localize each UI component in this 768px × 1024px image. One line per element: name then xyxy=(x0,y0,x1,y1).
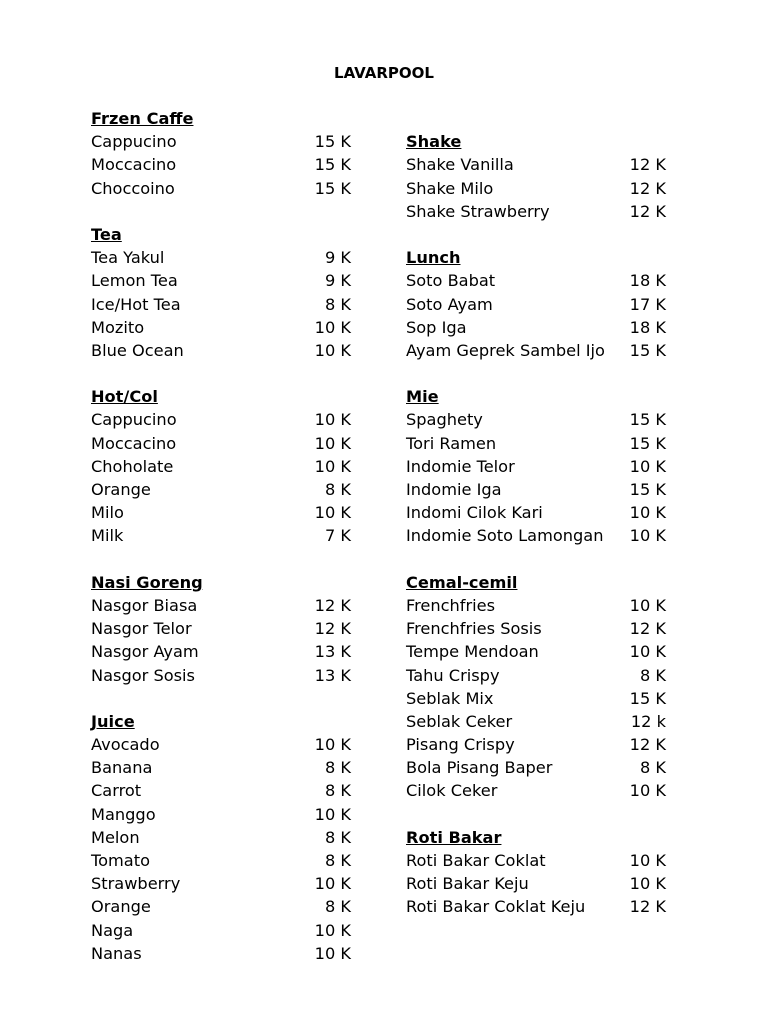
section-heading xyxy=(91,107,351,130)
menu-item xyxy=(406,664,666,687)
menu-item-price: 10 K xyxy=(314,735,351,755)
menu-item-name: Manggo xyxy=(91,804,156,824)
menu-item-name: Milk xyxy=(91,526,124,546)
menu-item-name: Indomie Telor xyxy=(406,456,515,476)
menu-item-name: Strawberry xyxy=(91,874,181,894)
blank-line xyxy=(91,200,351,223)
menu-item-name: Shake Vanilla xyxy=(406,155,514,175)
menu-item xyxy=(91,177,351,200)
menu-item-price: 15 K xyxy=(629,480,666,499)
menu-item xyxy=(406,617,666,640)
blank-line xyxy=(406,803,666,826)
menu-item-name: Choccoino xyxy=(91,178,175,198)
menu-item-name: Moccacino xyxy=(91,155,177,175)
menu-item xyxy=(91,733,351,756)
menu-item-price: 12 K xyxy=(629,619,666,639)
menu-item-price: 9 K xyxy=(324,248,351,268)
menu-item-price: 10 K xyxy=(314,456,351,476)
menu-item xyxy=(91,872,351,895)
menu-item xyxy=(91,664,351,687)
menu-item-price: 10 K xyxy=(314,920,351,940)
menu-item xyxy=(91,640,351,663)
menu-item-name: Indomie Iga xyxy=(406,480,502,499)
menu-item-price: 18 K xyxy=(629,317,666,337)
menu-item-price: 10 K xyxy=(629,526,666,546)
menu-item-price: 10 K xyxy=(629,642,666,662)
menu-item xyxy=(91,895,351,918)
menu-item xyxy=(91,617,351,640)
menu-item-name: Nasgor Telor xyxy=(91,619,192,639)
menu-item xyxy=(91,316,351,339)
menu-item xyxy=(406,339,666,362)
menu-item xyxy=(406,455,666,478)
menu-item-price: 12 K xyxy=(314,619,351,639)
menu-item-name: Frenchfries xyxy=(406,595,496,615)
menu-item-price: 8 K xyxy=(324,897,351,917)
menu-item xyxy=(91,269,351,292)
menu-item-name: Choholate xyxy=(91,456,174,476)
menu-item xyxy=(91,130,351,153)
menu-item xyxy=(91,293,351,316)
menu-item xyxy=(406,293,666,316)
menu-item-name: Indomie Soto Lamongan xyxy=(406,526,604,546)
menu-item xyxy=(91,756,351,779)
menu-item-price: 12 K xyxy=(629,897,666,917)
menu-item-price: 8 K xyxy=(324,827,351,847)
section-heading-text: Nasi Goreng xyxy=(91,572,203,592)
menu-item xyxy=(91,849,351,872)
menu-item-price: 15 K xyxy=(629,340,666,360)
menu-item-price: 12 K xyxy=(629,178,666,198)
menu-item xyxy=(91,803,351,826)
menu-item-price: 10 K xyxy=(629,503,666,523)
menu-item xyxy=(406,687,666,710)
menu-item xyxy=(91,501,351,524)
menu-item-price: 10 K xyxy=(629,595,666,615)
menu-item-name: Avocado xyxy=(91,735,160,755)
menu-item-price: 10 K xyxy=(629,456,666,476)
section-heading-text: Cemal-cemil xyxy=(406,572,518,592)
menu-item-price: 12 K xyxy=(629,735,666,755)
menu-item-price: 10 K xyxy=(314,874,351,894)
menu-item xyxy=(91,524,351,547)
menu-item-name: Naga xyxy=(91,920,134,940)
menu-item-price: 9 K xyxy=(324,271,351,291)
menu-item xyxy=(406,895,666,918)
menu-item-price: 8 K xyxy=(639,758,666,778)
menu-item xyxy=(91,432,351,455)
menu-item-name: Mozito xyxy=(91,317,145,337)
menu-item xyxy=(91,478,351,501)
menu-item xyxy=(406,872,666,895)
menu-item-name: Soto Ayam xyxy=(406,294,493,314)
section-heading-text: Frzen Caffe xyxy=(91,109,194,128)
menu-item-price: 12 K xyxy=(314,595,351,615)
menu-item xyxy=(406,501,666,524)
menu-item-name: Shake Milo xyxy=(406,178,494,198)
menu-item xyxy=(91,408,351,431)
section-heading xyxy=(91,223,351,246)
menu-item-name: Soto Babat xyxy=(406,271,496,291)
menu-item-price: 8 K xyxy=(324,781,351,801)
menu-item-price: 10 K xyxy=(629,781,666,801)
menu-item xyxy=(406,524,666,547)
menu-item-name: Frenchfries Sosis xyxy=(406,619,542,639)
menu-item-name: Seblak Mix xyxy=(406,688,494,708)
menu-item-price: 15 K xyxy=(314,178,351,198)
menu-item xyxy=(406,594,666,617)
menu-item xyxy=(406,177,666,200)
menu-item-price: 7 K xyxy=(324,526,351,546)
menu-item-price: 12 k xyxy=(630,711,666,731)
blank-line xyxy=(406,548,666,571)
menu-item-price: 10 K xyxy=(629,874,666,894)
menu-item-name: Tempe Mendoan xyxy=(406,642,539,662)
menu-item-name: Nasgor Ayam xyxy=(91,642,199,662)
menu-item-name: Spaghety xyxy=(406,410,483,430)
section-heading xyxy=(91,571,351,594)
menu-item-name: Blue Ocean xyxy=(91,340,184,360)
section-heading xyxy=(91,385,351,408)
menu-item xyxy=(91,594,351,617)
menu-item-name: Cappucino xyxy=(91,410,177,430)
menu-item-price: 10 K xyxy=(314,943,351,963)
section-heading-text: Juice xyxy=(91,711,135,731)
menu-item-name: Melon xyxy=(91,827,140,847)
section-heading-text: Mie xyxy=(406,387,439,407)
menu-item-name: Indomi Cilok Kari xyxy=(406,503,543,523)
menu-item-name: Tea Yakul xyxy=(91,248,165,268)
menu-item-name: Moccacino xyxy=(91,433,177,453)
menu-item-name: Cilok Ceker xyxy=(406,781,498,801)
menu-item-name: Seblak Ceker xyxy=(406,711,513,731)
menu-item xyxy=(406,408,666,431)
menu-item xyxy=(406,733,666,756)
menu-item xyxy=(406,269,666,292)
blank-line xyxy=(91,362,351,385)
menu-item-name: Tori Ramen xyxy=(406,433,497,453)
section-heading xyxy=(91,710,351,733)
menu-item-name: Cappucino xyxy=(91,132,177,152)
menu-item xyxy=(406,432,666,455)
menu-item xyxy=(406,640,666,663)
menu-item xyxy=(406,478,666,501)
blank-line xyxy=(91,548,351,571)
menu-item-price: 8 K xyxy=(324,758,351,778)
menu-item-name: Nasgor Biasa xyxy=(91,595,198,615)
menu-item xyxy=(406,200,666,223)
menu-item-price: 10 K xyxy=(314,804,351,824)
menu-item xyxy=(91,826,351,849)
section-heading-text: Tea xyxy=(91,224,122,244)
menu-item xyxy=(406,153,666,176)
menu-item xyxy=(406,316,666,339)
menu-item-price: 13 K xyxy=(314,665,351,685)
menu-item-name: Milo xyxy=(91,503,124,523)
menu-column-right xyxy=(406,107,666,919)
blank-line xyxy=(406,107,666,130)
menu-item xyxy=(91,919,351,942)
menu-item-name: Roti Bakar Coklat xyxy=(406,851,546,870)
menu-item-price: 15 K xyxy=(314,132,351,152)
menu-item-name: Roti Bakar Coklat Keju xyxy=(406,897,586,917)
menu-title: LAVARPOOL xyxy=(334,64,434,82)
menu-item-name: Pisang Crispy xyxy=(406,735,515,755)
section-heading-text: Lunch xyxy=(406,248,461,268)
menu-item xyxy=(91,779,351,802)
blank-line xyxy=(406,362,666,385)
menu-item-name: Ice/Hot Tea xyxy=(91,294,181,314)
menu-item-name: Bola Pisang Baper xyxy=(406,758,553,778)
menu-item-price: 8 K xyxy=(324,851,351,870)
menu-item-price: 8 K xyxy=(324,294,351,314)
menu-item-price: 15 K xyxy=(629,433,666,453)
menu-item-name: Tahu Crispy xyxy=(406,665,500,685)
menu-item-price: 10 K xyxy=(314,317,351,337)
menu-item xyxy=(406,849,666,872)
menu-item-price: 13 K xyxy=(314,642,351,662)
menu-item xyxy=(406,710,666,733)
menu-item-price: 10 K xyxy=(314,340,351,360)
section-heading-text: Roti Bakar xyxy=(406,827,502,847)
menu-item-price: 18 K xyxy=(629,271,666,291)
menu-item-name: Ayam Geprek Sambel Ijo xyxy=(406,340,605,360)
menu-item-price: 15 K xyxy=(314,155,351,175)
menu-item xyxy=(91,246,351,269)
menu-item-name: Banana xyxy=(91,758,153,778)
menu-item-name: Orange xyxy=(91,897,151,917)
section-heading xyxy=(406,571,666,594)
menu-column-left xyxy=(91,107,351,965)
menu-item xyxy=(91,455,351,478)
menu-item-price: 8 K xyxy=(639,665,666,685)
blank-line xyxy=(406,223,666,246)
menu-item xyxy=(406,756,666,779)
menu-item-price: 17 K xyxy=(629,294,666,314)
menu-item-name: Nasgor Sosis xyxy=(91,665,195,685)
menu-item-name: Carrot xyxy=(91,781,142,801)
menu-item-name: Lemon Tea xyxy=(91,271,178,291)
menu-item-price: 15 K xyxy=(629,410,666,430)
menu-item-price: 12 K xyxy=(629,201,666,221)
section-heading-text: Hot/Col xyxy=(91,387,158,407)
menu-item-price: 15 K xyxy=(629,688,666,708)
menu-item-name: Sop Iga xyxy=(406,317,467,337)
menu-item-name: Orange xyxy=(91,480,151,499)
menu-item xyxy=(91,153,351,176)
menu-item-price: 12 K xyxy=(629,155,666,175)
menu-item xyxy=(91,339,351,362)
menu-item xyxy=(406,779,666,802)
section-heading-text: Shake xyxy=(406,132,462,152)
menu-item-name: Shake Strawberry xyxy=(406,201,550,221)
menu-item-name: Roti Bakar Keju xyxy=(406,874,529,894)
section-heading xyxy=(406,826,666,849)
blank-line xyxy=(91,687,351,710)
section-heading xyxy=(406,130,666,153)
menu-item xyxy=(91,942,351,965)
menu-item-price: 8 K xyxy=(324,480,351,499)
section-heading xyxy=(406,246,666,269)
menu-item-name: Nanas xyxy=(91,943,142,963)
menu-item-price: 10 K xyxy=(629,851,666,870)
menu-item-name: Tomato xyxy=(91,851,150,870)
menu-item-price: 10 K xyxy=(314,433,351,453)
menu-item-price: 10 K xyxy=(314,410,351,430)
section-heading xyxy=(406,385,666,408)
menu-item-price: 10 K xyxy=(314,503,351,523)
